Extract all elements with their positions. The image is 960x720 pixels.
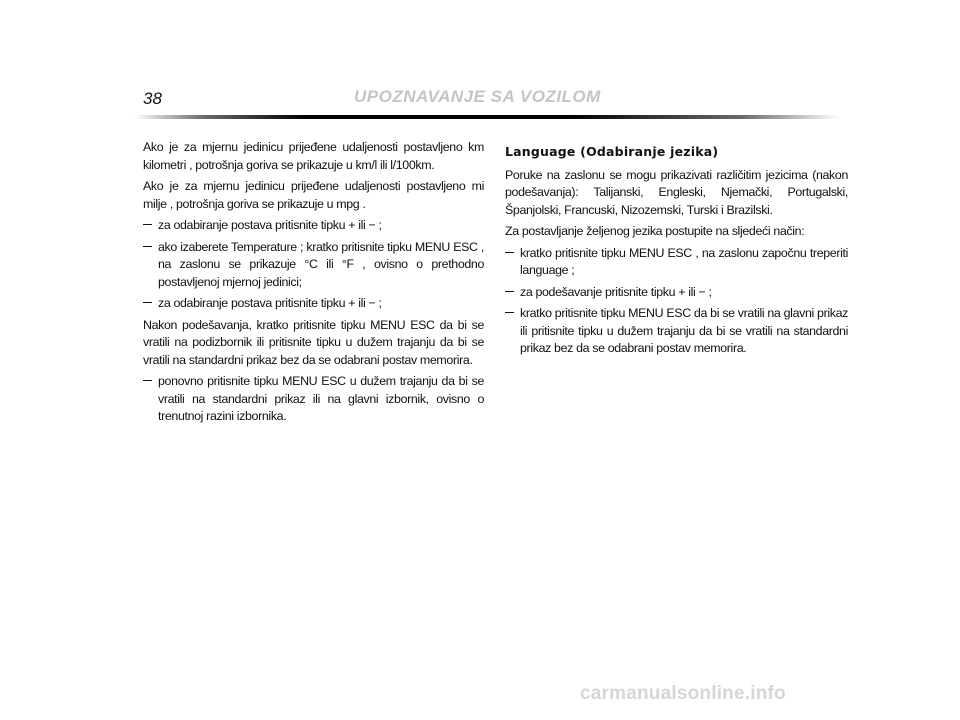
dash-bullet [143,302,152,303]
list-item-text: za odabiranje postava pritisnite tipku + ili − ; [158,296,382,310]
right-column [505,143,848,362]
list-item-text: kratko pritisnite tipku MENU ESC , na zaslonu započnu treperiti language ; [520,245,848,277]
dash-bullet [505,312,514,313]
dash-bullet [143,246,152,247]
list-item-text: za odabiranje postava pritisnite tipku + ili − ; [158,218,382,232]
list-item-text: za podešavanje pritisnite tipku + ili − ; [520,284,712,299]
dash-bullet [505,252,514,253]
list-item [505,305,848,358]
page-number: 38 [143,89,162,108]
dash-bullet [505,291,514,292]
dash-bullet [143,380,152,381]
list-item [505,284,848,302]
paragraph-languages: Poruke na zaslonu se mogu prikazivati različitim jezicima (nakon podešavanja): Talijanski, Engleski, Njemački, Portugalski, Španjolski, Francuski, Nizozemski, Turski i Brazilski. [505,167,848,217]
list-item [143,239,484,292]
dash-bullet [143,224,152,225]
list-item [505,245,848,280]
paragraph-after-setting: Nakon podešavanja, kratko pritisnite tipku MENU ESC da bi se vratili na podizbornik ili pritisnite tipku u dužem trajanju da bi se vratili na standardni prikaz bez da se odabrani postav memorira. [143,317,484,367]
header-rule [134,115,840,119]
left-column [143,139,484,430]
list-item-text: ako izaberete Temperature ; kratko pritisnite tipku MENU ESC , na zaslonu se prikazuje °C ili °F , ovisno o prethodno postavljenoj mjernoj jedinici; [158,239,484,289]
list-item [143,295,484,313]
paragraph-miles: Ako je za mjernu jedinicu prijeđene udaljenosti postavljeno mi milje , potrošnja goriva se prikazuje u mpg . [143,179,484,211]
list-item [143,217,484,235]
section-title-language: Language (Odabiranje jezika) [505,144,719,159]
list-item-text: kratko pritisnite tipku MENU ESC da bi se vratili na glavni prikaz ili pritisnite tipku u dužem trajanju da bi se vratili na standardni prikaz bez da se odabrani postav memorira. [520,306,848,355]
watermark: carmanualsonline.info [580,683,786,704]
list-item-text: ponovno pritisnite tipku MENU ESC u dužem trajanju da bi se vratili na standardni prikaz ili na glavni izbornik, ovisno o trenutnoj razini izbornika. [158,374,484,423]
section-header-title: UPOZNAVANJE SA VOZILOM [354,87,601,106]
paragraph-km: Ako je za mjernu jedinicu prijeđene udaljenosti postavljeno km kilometri , potrošnja goriva se prikazuje u km/l ili l/100km. [143,140,484,172]
list-item [143,373,484,426]
paragraph-procedure: Za postavljanje željenog jezika postupite na sljedeći način: [505,224,805,238]
